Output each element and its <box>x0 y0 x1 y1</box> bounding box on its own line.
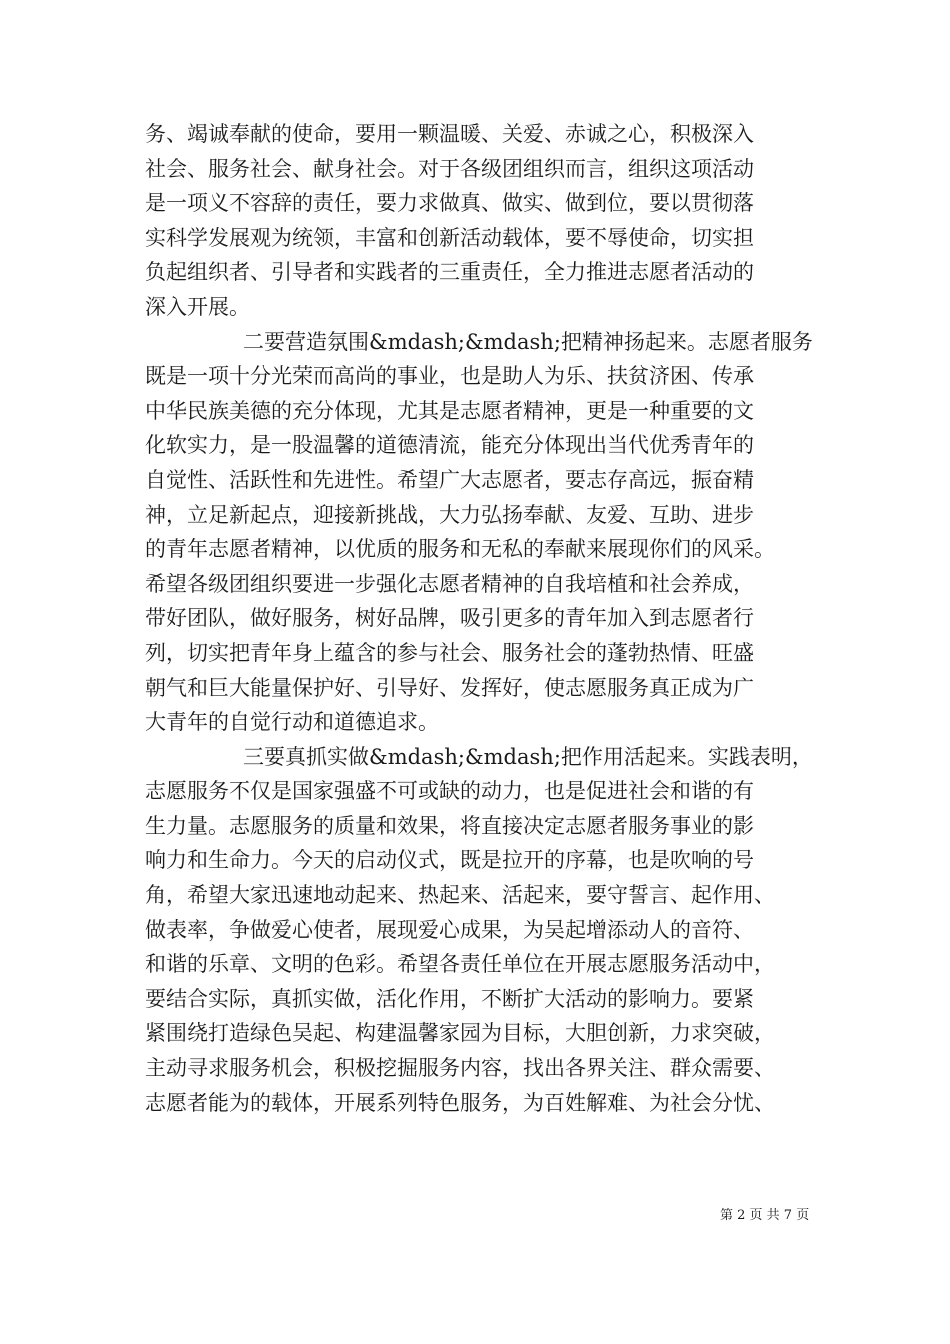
text-line: 角，希望大家迅速地动起来、热起来、活起来，要守誓言、起作用、 <box>145 883 775 908</box>
text-line: 做表率，争做爱心使者，展现爱心成果，为吴起增添动人的音符、 <box>145 917 754 942</box>
text-line: 主动寻求服务机会，积极挖掘服务内容，找出各界关注、群众需要、 <box>145 1056 775 1081</box>
text-line: 自觉性、活跃性和先进性。希望广大志愿者，要志存高远，振奋精 <box>145 467 754 492</box>
text-line: 神，立足新起点，迎接新挑战，大力弘扬奉献、友爱、互助、进步 <box>145 502 754 527</box>
text-line: 紧围绕打造绿色吴起、构建温馨家园为目标，大胆创新，力求突破， <box>145 1021 775 1046</box>
text-line: 深入开展。 <box>145 294 250 319</box>
text-line: 希望各级团组织要进一步强化志愿者精神的自我培植和社会养成， <box>145 571 754 596</box>
text-line: 既是一项十分光荣而高尚的事业，也是助人为乐、扶贫济困、传承 <box>145 364 754 389</box>
text-line: 负起组织者、引导者和实践者的三重责任，全力推进志愿者活动的 <box>145 260 754 285</box>
text-line: 大青年的自觉行动和道德追求。 <box>145 710 439 735</box>
text-line: 三要真抓实做&mdash;&mdash;把作用活起来。实践表明， <box>243 744 813 769</box>
text-line: 二要营造氛围&mdash;&mdash;把精神扬起来。志愿者服务 <box>243 329 813 354</box>
text-line: 带好团队，做好服务，树好品牌，吸引更多的青年加入到志愿者行 <box>145 606 754 631</box>
text-line: 中华民族美德的充分体现，尤其是志愿者精神，更是一种重要的文 <box>145 398 754 423</box>
text-line: 的青年志愿者精神，以优质的服务和无私的奉献来展现你们的风采。 <box>145 537 775 562</box>
text-line: 实科学发展观为统领，丰富和创新活动载体，要不辱使命，切实担 <box>145 225 754 250</box>
text-line: 生力量。志愿服务的质量和效果，将直接决定志愿者服务事业的影 <box>145 813 754 838</box>
text-line: 务、竭诚奉献的使命，要用一颗温暖、关爱、赤诚之心，积极深入 <box>145 122 754 146</box>
text-line: 志愿者能为的载体，开展系列特色服务，为百姓解难、为社会分忧、 <box>145 1090 775 1115</box>
text-line: 志愿服务不仅是国家强盛不可或缺的动力，也是促进社会和谐的有 <box>145 779 754 804</box>
text-line: 是一项义不容辞的责任，要力求做真、做实、做到位，要以贯彻落 <box>145 191 754 216</box>
text-line: 要结合实际，真抓实做，活化作用，不断扩大活动的影响力。要紧 <box>145 986 754 1011</box>
document-body <box>145 117 825 1120</box>
text-line: 化软实力，是一股温馨的道德清流，能充分体现出当代优秀青年的 <box>145 433 754 458</box>
text-line: 响力和生命力。今天的启动仪式，既是拉开的序幕，也是吹响的号 <box>145 848 754 873</box>
page-number-footer: 第 2 页 共 7 页 <box>720 1208 810 1223</box>
text-line: 朝气和巨大能量保护好、引导好、发挥好，使志愿服务真正成为广 <box>145 675 754 700</box>
text-line: 社会、服务社会、献身社会。对于各级团组织而言，组织这项活动 <box>145 156 754 181</box>
text-line: 列，切实把青年身上蕴含的参与社会、服务社会的蓬勃热情、旺盛 <box>145 640 754 665</box>
text-line: 和谐的乐章、文明的色彩。希望各责任单位在开展志愿服务活动中， <box>145 952 775 977</box>
